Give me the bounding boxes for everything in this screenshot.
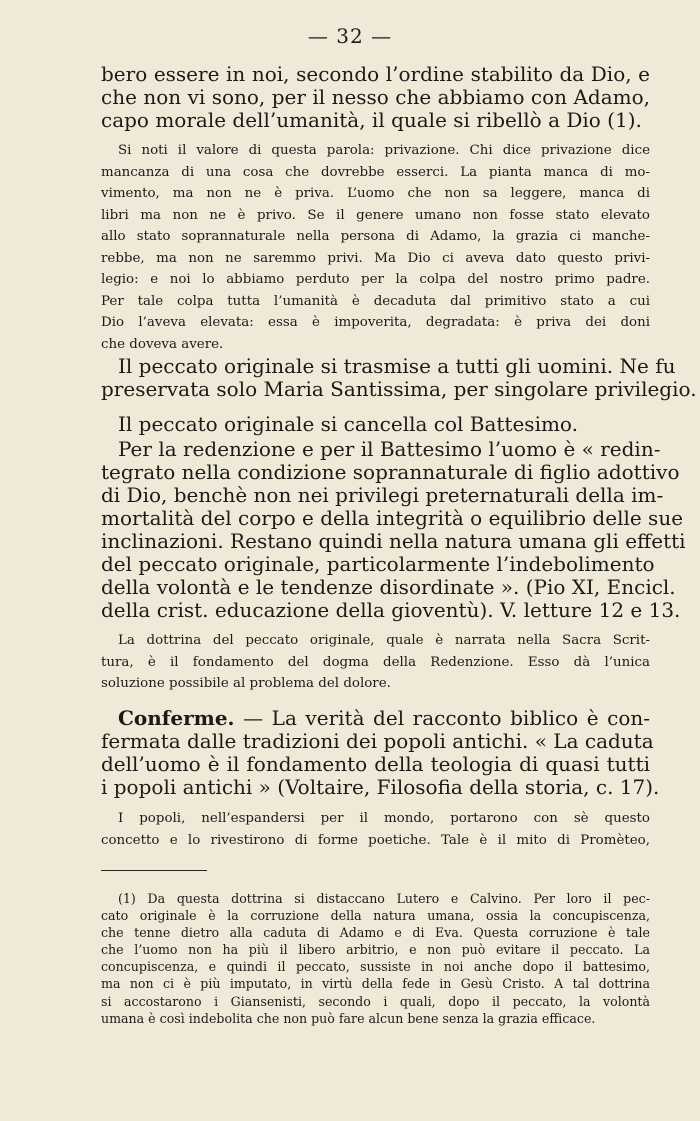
paragraph-redenzione (101, 437, 686, 622)
text-line: della crist. educazione della gioventù). V. letture 12 e 13. (101, 598, 681, 622)
paragraph-trasmissione (101, 354, 697, 401)
text-line: preservata solo Maria Santissima, per singolare privilegio. (101, 377, 697, 401)
text-line: tegrato nella condizione soprannaturale di figlio adottivo (101, 460, 680, 484)
note-line: concetto e lo rivestirono di forme poetiche. Tale è il mito di Promèteo, (101, 832, 650, 848)
note-line: rebbe, ma non ne saremmo privi. Ma Dio ci aveva dato questo privi- (101, 250, 650, 266)
conferme-heading: Conferme. (118, 706, 235, 730)
footnote-line: umana è così indebolita che non può fare alcun bene senza la grazia efficace. (101, 1010, 596, 1026)
page-number: — 32 — (307, 24, 393, 48)
note-line: I popoli, nell’espandersi per il mondo, portarono con sè questo (118, 811, 650, 826)
note-line: tura, è il fondamento del dogma della Redenzione. Esso dà l’unica (101, 654, 650, 670)
footnote-line: che l’uomo non ha più il libero arbitrio, e non può evitare il peccato. La (101, 942, 650, 958)
footnote-line: (1) Da questa dottrina si distaccano Lutero e Calvino. Per loro il pec- (118, 891, 650, 906)
note-line: che doveva avere. (101, 336, 224, 352)
footnote-line: che tenne dietro alla caduta di Adamo e di Eva. Questa corruzione è tale (101, 925, 650, 941)
text-line: fermata dalle tradizioni dei popoli antichi. « La caduta (101, 729, 654, 753)
text-line: inclinazioni. Restano quindi nella natura umana gli effetti (101, 529, 686, 553)
footnote-line: si accostarono i Giansenisti, secondo i quali, dopo il peccato, la volontà (101, 993, 650, 1009)
note-line: La dottrina del peccato originale, quale è narrata nella Sacra Scrit- (118, 633, 650, 648)
footnote-line: concupiscenza, e quindi il peccato, sussiste in noi anche dopo il battesimo, (101, 959, 650, 975)
note-line: soluzione possibile al problema del dolore. (101, 676, 391, 691)
note-line: vimento, ma non ne è priva. L’uomo che non sa leggere, manca di (101, 186, 650, 201)
conferme-first-line: — La verità del racconto biblico è con- (243, 706, 651, 730)
text-line: del peccato originale, particolarmente l’indebolimento (101, 552, 655, 576)
text-line: che non vi sono, per il nesso che abbiamo con Adamo, (101, 85, 650, 109)
note-dottrina (101, 630, 650, 695)
text-line: mortalità del corpo e della integrità o equilibrio delle sue (101, 506, 684, 530)
text-line: dell’uomo è il fondamento della teologia di quasi tutti (101, 752, 650, 776)
text-line: Il peccato originale si cancella col Battesimo. (118, 412, 578, 436)
text-line: della volontà e le tendenze disordinate ». (Pio XI, Encicl. (101, 575, 676, 599)
section-conferme (101, 706, 660, 799)
note-line: mancanza di una cosa che dovrebbe esserci. La pianta manca di mo- (101, 164, 650, 180)
footnote-divider (101, 870, 207, 871)
text-line: Il peccato originale si trasmise a tutti gli uomini. Ne fu (118, 354, 676, 378)
note-line: libri ma non ne è privo. Se il genere umano non fosse stato elevato (101, 207, 650, 223)
note-line: legio: e noi lo abbiamo perduto per la colpa del nostro primo padre. (101, 272, 650, 287)
footnote-line: cato originale è la corruzione della natura umana, ossia la concupiscenza, (101, 908, 650, 924)
text-line: Per la redenzione e per il Battesimo l’uomo è « redin- (118, 437, 661, 461)
note-line: allo stato soprannaturale nella persona di Adamo, la grazia ci manche- (101, 229, 650, 244)
paragraph-battesimo (101, 413, 650, 436)
note-line: Dio l’aveva elevata: essa è impoverita, degradata: è priva dei doni (101, 315, 650, 330)
note-line: Per tale colpa tutta l’umanità è decaduta dal primitivo stato a cui (101, 293, 650, 309)
footnote (101, 890, 650, 1027)
note-line: Si noti il valore di questa parola: privazione. Chi dice privazione dice (118, 143, 650, 158)
note-privazione (101, 140, 650, 355)
text-line: capo morale dell’umanità, il quale si ribellò a Dio (1). (101, 108, 642, 132)
note-popoli (101, 808, 650, 851)
text-line: i popoli antichi » (Voltaire, Filosofia della storia, c. 17). (101, 775, 660, 799)
text-line: di Dio, benchè non nei privilegi preternaturali della im- (101, 483, 664, 507)
footnote-line: ma non ci è più imputato, in virtù della fede in Gesù Cristo. A tal dottrina (101, 976, 650, 992)
text-line (101, 707, 650, 730)
text-line: bero essere in noi, secondo l’ordine stabilito da Dio, e (101, 62, 650, 86)
paragraph-continuation (101, 63, 650, 132)
